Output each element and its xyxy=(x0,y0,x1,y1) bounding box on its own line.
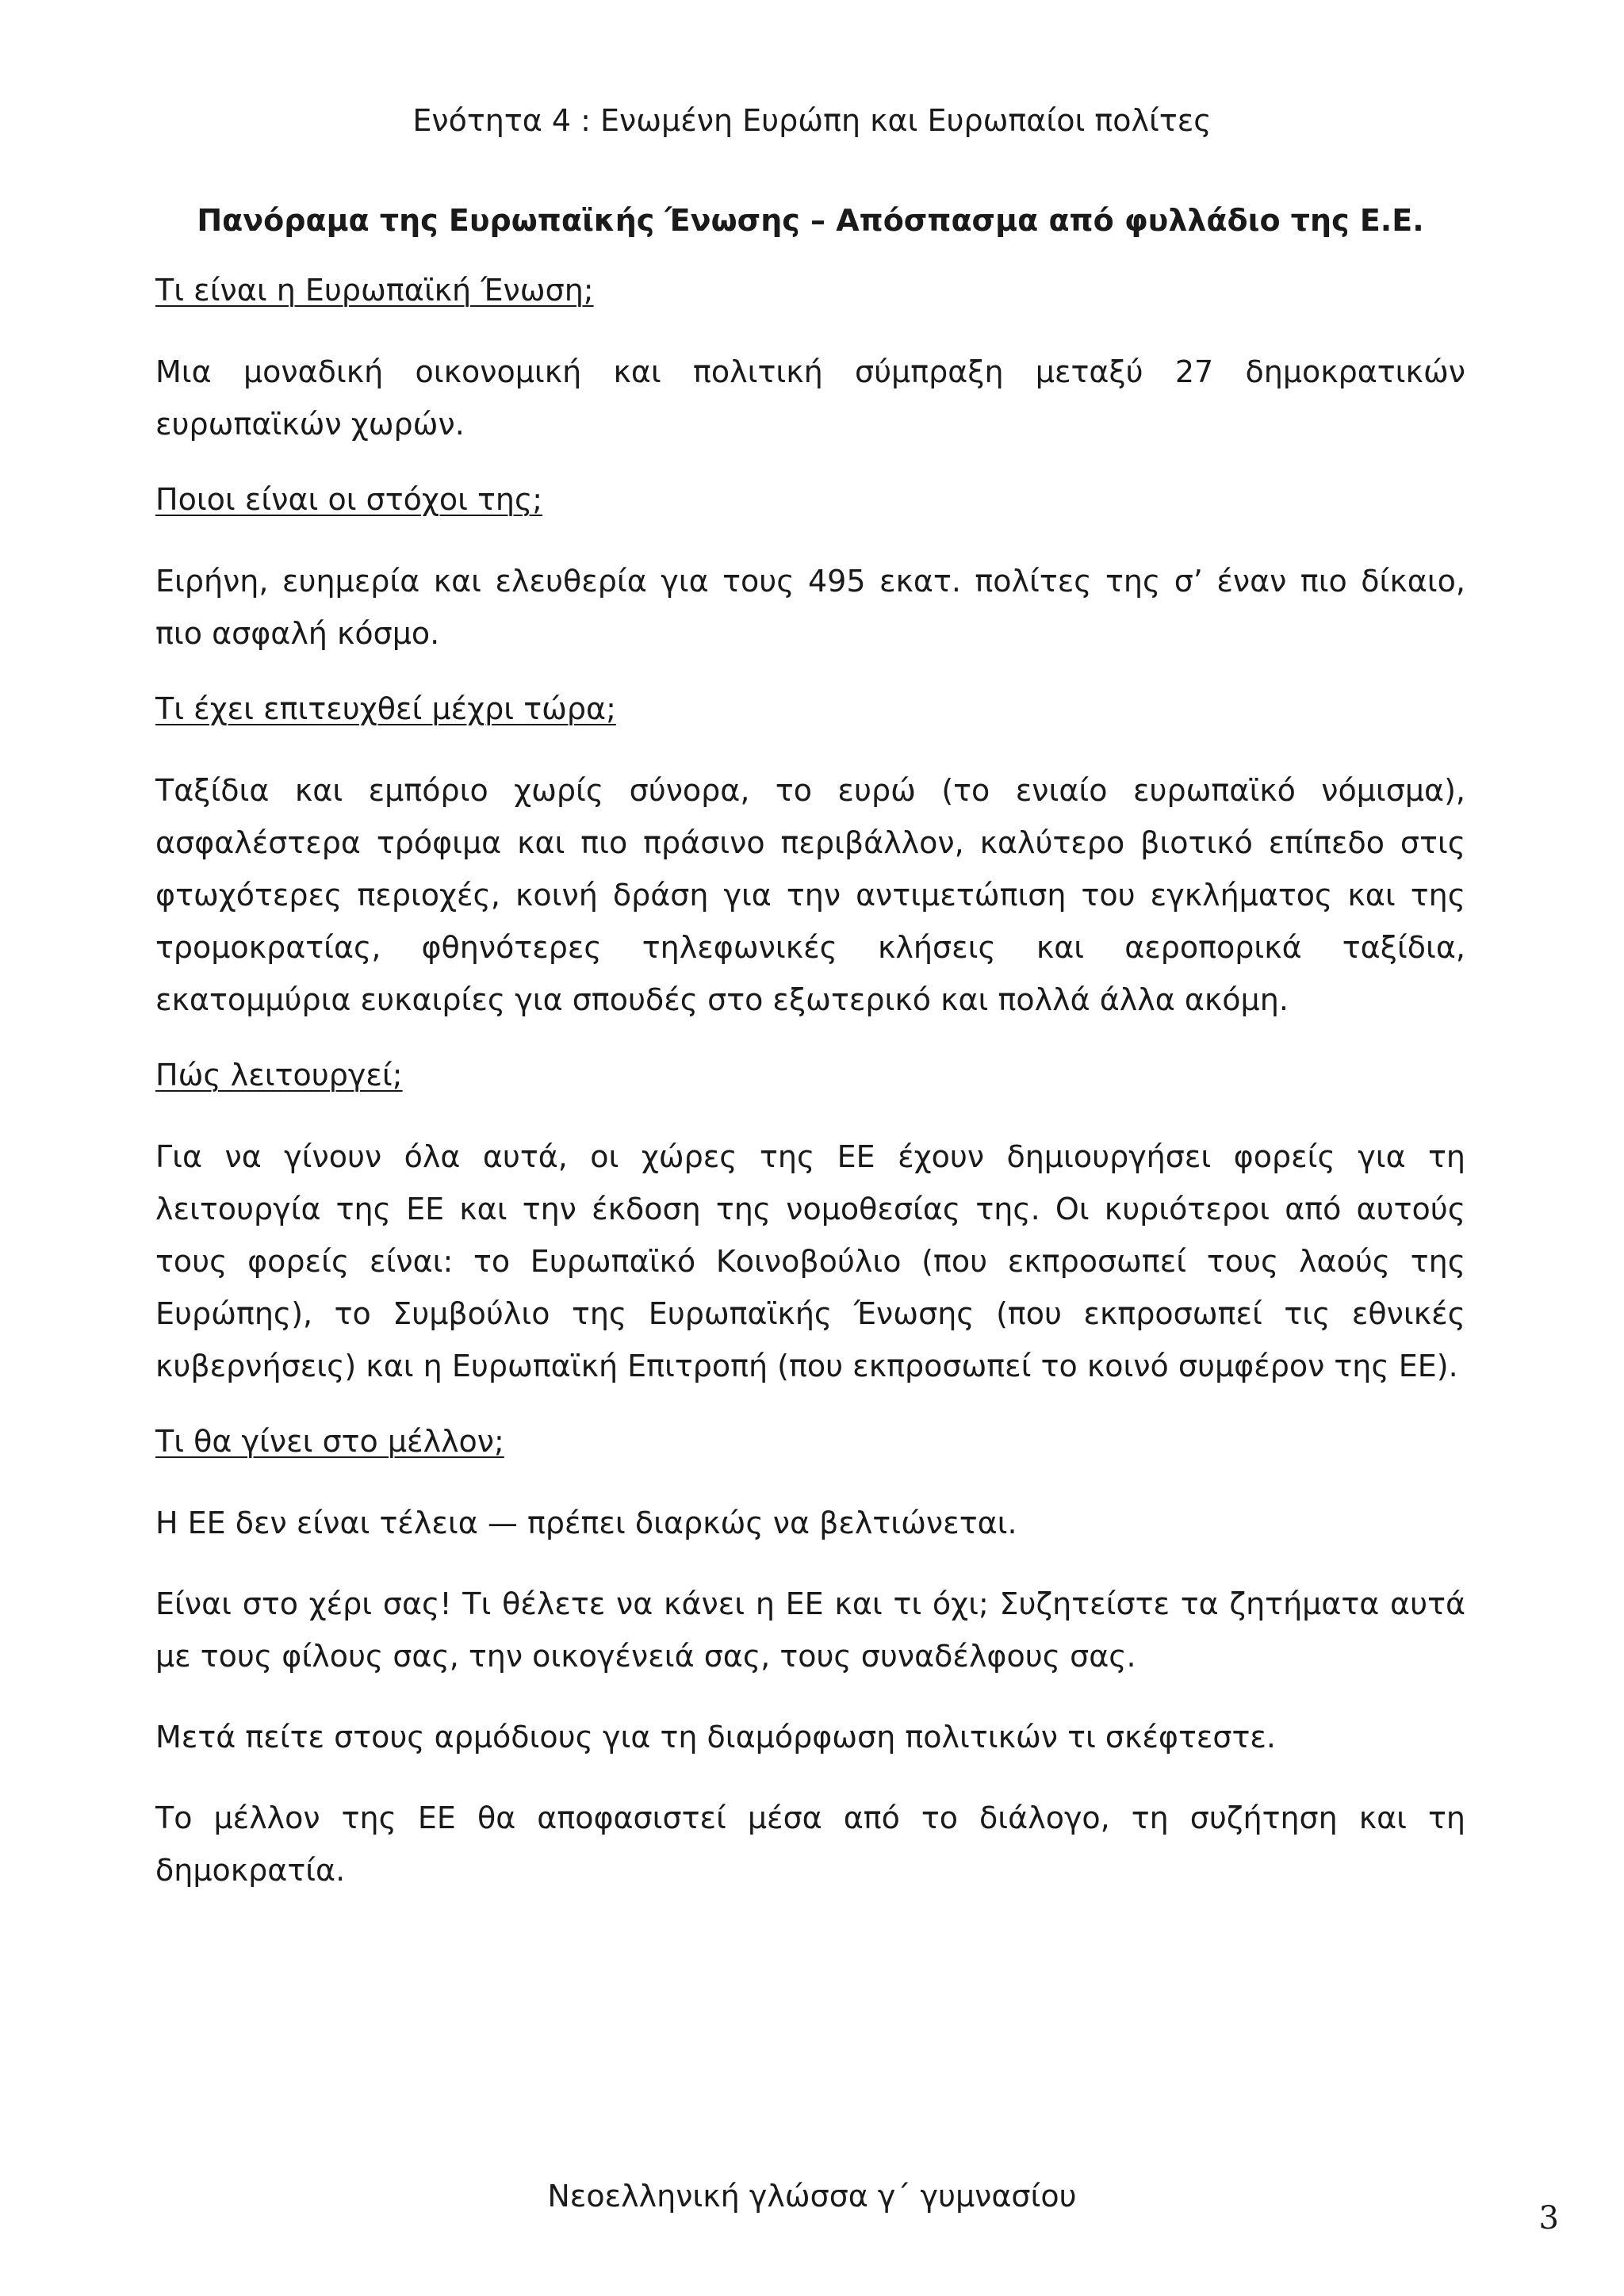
section-question: Πώς λειτουργεί; xyxy=(155,1058,403,1093)
section-what-is-eu xyxy=(155,270,1465,450)
section-paragraph: Για να γίνουν όλα αυτά, οι χώρες της ΕΕ έχουν δημιουργήσει φορείς για τη λειτουργία της ΕΕ και την έκδοση της νομοθεσίας της. Οι κυριότεροι από αυτούς τους φορείς είναι: το Ευρωπαϊκό Κοινοβούλιο (που εκπροσωπεί τους λαούς της Ευρώπης), το Συμβούλιο της Ευρωπαϊκής Ένωσης (που εκπροσωπεί τις εθνικές κυβερνήσεις) και η Ευρωπαϊκή Επιτροπή (που εκπροσωπεί το κοινό συμφέρον της ΕΕ). xyxy=(155,1139,1465,1383)
section-question: Τι θα γίνει στο μέλλον; xyxy=(155,1424,504,1459)
section-question: Ποιοι είναι οι στόχοι της; xyxy=(155,482,543,517)
section-paragraph: Ταξίδια και εμπόριο χωρίς σύνορα, το ευρώ (το ενιαίο ευρωπαϊκό νόμισμα), ασφαλέστερα τρόφιμα και πιο πράσινο περιβάλλον, καλύτερο βιοτικό επίπεδο στις φτωχότερες περιοχές, κοινή δράση για την αντιμετώπιση του εγκλήματος και της τρομοκρατίας, φθηνότερες τηλεφωνικές κλήσεις και αεροπορικά ταξίδια, εκατομμύρια ευκαιρίες για σπουδές στο εξωτερικό και πολλά άλλα ακόμη. xyxy=(155,773,1465,1017)
section-paragraph: Μια μοναδική οικονομική και πολιτική σύμπραξη μεταξύ 27 δημοκρατικών ευρωπαϊκών χωρών. xyxy=(155,354,1465,442)
section-paragraph: Είναι στο χέρι σας! Τι θέλετε να κάνει η ΕΕ και τι όχι; Συζητείστε τα ζητήματα αυτά με τους φίλους σας, την οικογένειά σας, τους συναδέλφους σας. xyxy=(155,1586,1465,1674)
section-paragraph: Μετά πείτε στους αρμόδιους για τη διαμόρφωση πολιτικών τι σκέφτεστε. xyxy=(155,1720,1276,1755)
document-body xyxy=(155,200,1465,1925)
section-paragraph: Το μέλλον της ΕΕ θα αποφασιστεί μέσα από το διάλογο, τη συζήτηση και τη δημοκρατία. xyxy=(155,1800,1465,1888)
section-future xyxy=(155,1421,1465,1896)
section-question: Τι είναι η Ευρωπαϊκή Ένωση; xyxy=(155,273,594,308)
section-paragraph: Η ΕΕ δεν είναι τέλεια — πρέπει διαρκώς να βελτιώνεται. xyxy=(155,1506,1017,1540)
document-title: Πανόραμα της Ευρωπαϊκής Ένωσης – Απόσπασμα από φυλλάδιο της Ε.Ε. xyxy=(197,203,1424,238)
page-header: Ενότητα 4 : Ενωμένη Ευρώπη και Ευρωπαίοι πολίτες xyxy=(412,103,1212,138)
page-footer: Νεοελληνική γλώσσα γ΄ γυμνασίου xyxy=(547,2179,1077,2214)
section-question: Τι έχει επιτευχθεί μέχρι τώρα; xyxy=(155,691,616,726)
section-goals xyxy=(155,479,1465,660)
section-achievements xyxy=(155,688,1465,1026)
section-how-it-works xyxy=(155,1054,1465,1392)
page-number: 3 xyxy=(1538,2200,1559,2237)
section-paragraph: Ειρήνη, ευημερία και ελευθερία για τους 495 εκατ. πολίτες της σ’ έναν πιο δίκαιο, πιο ασφαλή κόσμο. xyxy=(155,564,1465,651)
